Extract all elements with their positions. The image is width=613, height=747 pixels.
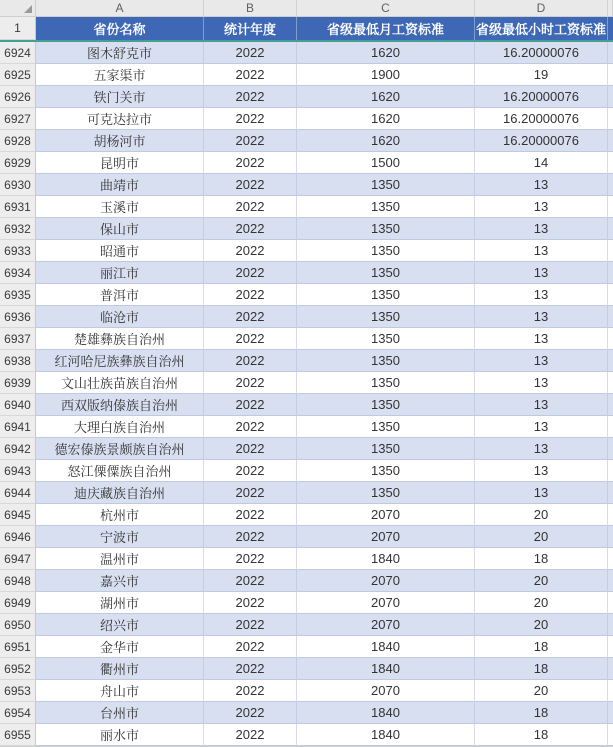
cell-hourly[interactable]: 14 xyxy=(475,152,608,174)
cell-e-sliver[interactable] xyxy=(608,460,613,482)
table-row xyxy=(0,636,613,658)
cell-province[interactable]: 温州市 xyxy=(36,548,204,570)
row-number[interactable]: 6936 xyxy=(0,306,36,328)
table-row xyxy=(0,218,613,240)
cell-year[interactable]: 2022 xyxy=(204,262,297,284)
row-number[interactable]: 6943 xyxy=(0,460,36,482)
cell-hourly[interactable]: 16.20000076 xyxy=(475,86,608,108)
cell-monthly[interactable]: 1350 xyxy=(297,306,475,328)
table-row xyxy=(0,724,613,746)
table-row xyxy=(0,394,613,416)
cell-e-sliver[interactable] xyxy=(608,218,613,240)
table-row xyxy=(0,108,613,130)
cell-year[interactable]: 2022 xyxy=(204,548,297,570)
cell-hourly[interactable]: 13 xyxy=(475,306,608,328)
table-header-row xyxy=(0,17,613,40)
cell-year[interactable]: 2022 xyxy=(204,724,297,746)
cell-e-sliver[interactable] xyxy=(608,548,613,570)
cell-province[interactable]: 红河哈尼族彝族自治州 xyxy=(36,350,204,372)
header-cell-year[interactable]: 统计年度 xyxy=(204,17,297,40)
cell-monthly[interactable]: 1350 xyxy=(297,394,475,416)
cell-year[interactable]: 2022 xyxy=(204,570,297,592)
row-number[interactable]: 6940 xyxy=(0,394,36,416)
column-header-d[interactable]: D xyxy=(475,0,608,16)
cell-e-sliver[interactable] xyxy=(608,482,613,504)
row-number[interactable]: 6934 xyxy=(0,262,36,284)
cell-year[interactable]: 2022 xyxy=(204,680,297,702)
cell-year[interactable]: 2022 xyxy=(204,196,297,218)
cell-province[interactable]: 文山壮族苗族自治州 xyxy=(36,372,204,394)
cell-year[interactable]: 2022 xyxy=(204,592,297,614)
cell-monthly[interactable]: 1350 xyxy=(297,218,475,240)
cell-province[interactable]: 临沧市 xyxy=(36,306,204,328)
row-number[interactable]: 6932 xyxy=(0,218,36,240)
cell-province[interactable]: 可克达拉市 xyxy=(36,108,204,130)
header-cell-province[interactable]: 省份名称 xyxy=(36,17,204,40)
header-cell-e-sliver[interactable] xyxy=(608,17,613,40)
cell-year[interactable]: 2022 xyxy=(204,284,297,306)
row-number[interactable]: 6952 xyxy=(0,658,36,680)
cell-monthly[interactable]: 1350 xyxy=(297,262,475,284)
cell-province[interactable]: 图木舒克市 xyxy=(36,42,204,64)
cell-monthly[interactable]: 1350 xyxy=(297,284,475,306)
cell-hourly[interactable]: 13 xyxy=(475,328,608,350)
cell-hourly[interactable]: 13 xyxy=(475,394,608,416)
cell-e-sliver[interactable] xyxy=(608,438,613,460)
cell-year[interactable]: 2022 xyxy=(204,394,297,416)
cell-hourly[interactable]: 20 xyxy=(475,526,608,548)
cell-year[interactable]: 2022 xyxy=(204,460,297,482)
cell-province[interactable]: 迪庆藏族自治州 xyxy=(36,482,204,504)
cell-province[interactable]: 嘉兴市 xyxy=(36,570,204,592)
cell-monthly[interactable]: 1350 xyxy=(297,460,475,482)
cell-e-sliver[interactable] xyxy=(608,592,613,614)
cell-e-sliver[interactable] xyxy=(608,614,613,636)
cell-year[interactable]: 2022 xyxy=(204,702,297,724)
cell-hourly[interactable]: 20 xyxy=(475,592,608,614)
cell-hourly[interactable]: 13 xyxy=(475,174,608,196)
cell-year[interactable]: 2022 xyxy=(204,174,297,196)
header-cell-monthly-wage[interactable]: 省级最低月工资标准 xyxy=(297,17,475,40)
cell-e-sliver[interactable] xyxy=(608,152,613,174)
cell-year[interactable]: 2022 xyxy=(204,152,297,174)
cell-year[interactable]: 2022 xyxy=(204,328,297,350)
cell-monthly[interactable]: 1840 xyxy=(297,702,475,724)
row-number[interactable]: 6948 xyxy=(0,570,36,592)
row-number[interactable]: 6937 xyxy=(0,328,36,350)
cell-province[interactable]: 金华市 xyxy=(36,636,204,658)
cell-year[interactable]: 2022 xyxy=(204,42,297,64)
cell-year[interactable]: 2022 xyxy=(204,636,297,658)
cell-hourly[interactable]: 20 xyxy=(475,680,608,702)
cell-hourly[interactable]: 16.20000076 xyxy=(475,42,608,64)
row-number[interactable]: 6946 xyxy=(0,526,36,548)
cell-e-sliver[interactable] xyxy=(608,108,613,130)
cell-e-sliver[interactable] xyxy=(608,702,613,724)
select-all-triangle-icon xyxy=(24,5,32,13)
table-row xyxy=(0,130,613,152)
row-number[interactable]: 6938 xyxy=(0,350,36,372)
cell-province[interactable]: 胡杨河市 xyxy=(36,130,204,152)
table-row xyxy=(0,64,613,86)
column-header-c[interactable]: C xyxy=(297,0,475,16)
cell-province[interactable]: 西双版纳傣族自治州 xyxy=(36,394,204,416)
row-number[interactable]: 6955 xyxy=(0,724,36,746)
table-row xyxy=(0,196,613,218)
table-row xyxy=(0,526,613,548)
cell-year[interactable]: 2022 xyxy=(204,416,297,438)
cell-e-sliver[interactable] xyxy=(608,306,613,328)
row-number[interactable]: 6944 xyxy=(0,482,36,504)
table-row xyxy=(0,174,613,196)
cell-province[interactable]: 丽水市 xyxy=(36,724,204,746)
cell-hourly[interactable]: 13 xyxy=(475,438,608,460)
cell-e-sliver[interactable] xyxy=(608,284,613,306)
row-number[interactable]: 6930 xyxy=(0,174,36,196)
row-number[interactable]: 6931 xyxy=(0,196,36,218)
cell-monthly[interactable]: 2070 xyxy=(297,680,475,702)
cell-monthly[interactable]: 1350 xyxy=(297,416,475,438)
cell-province[interactable]: 湖州市 xyxy=(36,592,204,614)
cell-province[interactable]: 保山市 xyxy=(36,218,204,240)
table-row xyxy=(0,416,613,438)
cell-year[interactable]: 2022 xyxy=(204,64,297,86)
cell-province[interactable]: 德宏傣族景颇族自治州 xyxy=(36,438,204,460)
column-header-a[interactable]: A xyxy=(36,0,204,16)
row-number[interactable]: 6933 xyxy=(0,240,36,262)
cell-year[interactable]: 2022 xyxy=(204,526,297,548)
cell-hourly[interactable]: 18 xyxy=(475,702,608,724)
cell-hourly[interactable]: 18 xyxy=(475,658,608,680)
row-number[interactable]: 6926 xyxy=(0,86,36,108)
cell-e-sliver[interactable] xyxy=(608,372,613,394)
column-header-b[interactable]: B xyxy=(204,0,297,16)
cell-hourly[interactable]: 13 xyxy=(475,350,608,372)
cell-year[interactable]: 2022 xyxy=(204,108,297,130)
cell-e-sliver[interactable] xyxy=(608,174,613,196)
cell-year[interactable]: 2022 xyxy=(204,482,297,504)
cell-hourly[interactable]: 13 xyxy=(475,284,608,306)
cell-e-sliver[interactable] xyxy=(608,42,613,64)
cell-monthly[interactable]: 2070 xyxy=(297,526,475,548)
table-row xyxy=(0,504,613,526)
row-number[interactable]: 6939 xyxy=(0,372,36,394)
cell-monthly[interactable]: 1350 xyxy=(297,482,475,504)
cell-e-sliver[interactable] xyxy=(608,240,613,262)
cell-province[interactable]: 绍兴市 xyxy=(36,614,204,636)
cell-monthly[interactable]: 2070 xyxy=(297,592,475,614)
cell-e-sliver[interactable] xyxy=(608,724,613,746)
cell-e-sliver[interactable] xyxy=(608,570,613,592)
row-number[interactable]: 6929 xyxy=(0,152,36,174)
row-number[interactable]: 6927 xyxy=(0,108,36,130)
row-number[interactable]: 6941 xyxy=(0,416,36,438)
cell-province[interactable]: 玉溪市 xyxy=(36,196,204,218)
cell-monthly[interactable]: 1350 xyxy=(297,174,475,196)
cell-hourly[interactable]: 20 xyxy=(475,570,608,592)
table-row xyxy=(0,262,613,284)
cell-year[interactable]: 2022 xyxy=(204,130,297,152)
column-header-e-sliver[interactable] xyxy=(608,0,613,16)
table-row xyxy=(0,460,613,482)
table-row xyxy=(0,152,613,174)
row-number[interactable]: 6935 xyxy=(0,284,36,306)
cell-e-sliver[interactable] xyxy=(608,658,613,680)
cell-province[interactable]: 丽江市 xyxy=(36,262,204,284)
cell-e-sliver[interactable] xyxy=(608,636,613,658)
table-row xyxy=(0,548,613,570)
cell-hourly[interactable]: 18 xyxy=(475,724,608,746)
cell-monthly[interactable]: 1840 xyxy=(297,724,475,746)
cell-monthly[interactable]: 1350 xyxy=(297,328,475,350)
row-number[interactable]: 6925 xyxy=(0,64,36,86)
row-number[interactable]: 6945 xyxy=(0,504,36,526)
row-number[interactable]: 6949 xyxy=(0,592,36,614)
cell-e-sliver[interactable] xyxy=(608,64,613,86)
table-row xyxy=(0,482,613,504)
cell-province[interactable]: 昭通市 xyxy=(36,240,204,262)
cell-province[interactable]: 怒江傈僳族自治州 xyxy=(36,460,204,482)
row-number[interactable]: 6924 xyxy=(0,42,36,64)
row-header-1[interactable]: 1 xyxy=(0,17,36,40)
cell-province[interactable]: 铁门关市 xyxy=(36,86,204,108)
cell-e-sliver[interactable] xyxy=(608,86,613,108)
cell-hourly[interactable]: 18 xyxy=(475,636,608,658)
cell-monthly[interactable]: 1900 xyxy=(297,64,475,86)
cell-e-sliver[interactable] xyxy=(608,328,613,350)
table-row xyxy=(0,240,613,262)
cell-monthly[interactable]: 1350 xyxy=(297,196,475,218)
cell-province[interactable]: 昆明市 xyxy=(36,152,204,174)
cell-hourly[interactable]: 16.20000076 xyxy=(475,130,608,152)
cell-hourly[interactable]: 16.20000076 xyxy=(475,108,608,130)
cell-e-sliver[interactable] xyxy=(608,504,613,526)
header-cell-hourly-wage[interactable]: 省级最低小时工资标准 xyxy=(475,17,608,40)
cell-hourly[interactable]: 19 xyxy=(475,64,608,86)
cell-hourly[interactable]: 13 xyxy=(475,262,608,284)
cell-province[interactable]: 普洱市 xyxy=(36,284,204,306)
cell-province[interactable]: 舟山市 xyxy=(36,680,204,702)
table-row xyxy=(0,284,613,306)
cell-e-sliver[interactable] xyxy=(608,680,613,702)
cell-monthly[interactable]: 1620 xyxy=(297,108,475,130)
cell-province[interactable]: 大理白族自治州 xyxy=(36,416,204,438)
data-grid xyxy=(0,42,613,746)
cell-hourly[interactable]: 13 xyxy=(475,482,608,504)
cell-e-sliver[interactable] xyxy=(608,526,613,548)
cell-monthly[interactable]: 1620 xyxy=(297,42,475,64)
cell-monthly[interactable]: 1620 xyxy=(297,86,475,108)
cell-monthly[interactable]: 1350 xyxy=(297,438,475,460)
table-row xyxy=(0,372,613,394)
cell-monthly[interactable]: 1620 xyxy=(297,130,475,152)
cell-year[interactable]: 2022 xyxy=(204,350,297,372)
cell-monthly[interactable]: 1350 xyxy=(297,372,475,394)
cell-province[interactable]: 五家渠市 xyxy=(36,64,204,86)
table-row xyxy=(0,592,613,614)
cell-e-sliver[interactable] xyxy=(608,262,613,284)
column-header-bar xyxy=(0,0,613,17)
cell-province[interactable]: 曲靖市 xyxy=(36,174,204,196)
row-number[interactable]: 6950 xyxy=(0,614,36,636)
row-number[interactable]: 6953 xyxy=(0,680,36,702)
cell-province[interactable]: 衢州市 xyxy=(36,658,204,680)
cell-hourly[interactable]: 18 xyxy=(475,548,608,570)
cell-e-sliver[interactable] xyxy=(608,416,613,438)
table-row xyxy=(0,350,613,372)
table-row xyxy=(0,680,613,702)
cell-hourly[interactable]: 13 xyxy=(475,372,608,394)
cell-year[interactable]: 2022 xyxy=(204,306,297,328)
cell-hourly[interactable]: 13 xyxy=(475,196,608,218)
table-row xyxy=(0,702,613,724)
table-row xyxy=(0,328,613,350)
cell-monthly[interactable]: 1840 xyxy=(297,548,475,570)
cell-year[interactable]: 2022 xyxy=(204,504,297,526)
cell-year[interactable]: 2022 xyxy=(204,614,297,636)
cell-province[interactable]: 宁波市 xyxy=(36,526,204,548)
cell-year[interactable]: 2022 xyxy=(204,658,297,680)
cell-year[interactable]: 2022 xyxy=(204,438,297,460)
table-row xyxy=(0,86,613,108)
cell-province[interactable]: 杭州市 xyxy=(36,504,204,526)
cell-year[interactable]: 2022 xyxy=(204,240,297,262)
row-number[interactable]: 6942 xyxy=(0,438,36,460)
cell-year[interactable]: 2022 xyxy=(204,372,297,394)
cell-monthly[interactable]: 1500 xyxy=(297,152,475,174)
cell-province[interactable]: 台州市 xyxy=(36,702,204,724)
cell-monthly[interactable]: 1350 xyxy=(297,240,475,262)
table-row xyxy=(0,658,613,680)
cell-hourly[interactable]: 13 xyxy=(475,240,608,262)
cell-hourly[interactable]: 13 xyxy=(475,460,608,482)
table-row xyxy=(0,42,613,64)
cell-hourly[interactable]: 20 xyxy=(475,614,608,636)
cell-monthly[interactable]: 2070 xyxy=(297,504,475,526)
table-row xyxy=(0,570,613,592)
cell-hourly[interactable]: 13 xyxy=(475,416,608,438)
row-number[interactable]: 6951 xyxy=(0,636,36,658)
row-number[interactable]: 6947 xyxy=(0,548,36,570)
cell-e-sliver[interactable] xyxy=(608,130,613,152)
cell-e-sliver[interactable] xyxy=(608,350,613,372)
cell-monthly[interactable]: 2070 xyxy=(297,614,475,636)
row-number[interactable]: 6954 xyxy=(0,702,36,724)
select-all-button[interactable] xyxy=(0,0,36,16)
cell-province[interactable]: 楚雄彝族自治州 xyxy=(36,328,204,350)
cell-e-sliver[interactable] xyxy=(608,394,613,416)
cell-year[interactable]: 2022 xyxy=(204,218,297,240)
table-row xyxy=(0,306,613,328)
row-number[interactable]: 6928 xyxy=(0,130,36,152)
cell-hourly[interactable]: 13 xyxy=(475,218,608,240)
cell-monthly[interactable]: 1840 xyxy=(297,658,475,680)
cell-monthly[interactable]: 2070 xyxy=(297,570,475,592)
cell-monthly[interactable]: 1350 xyxy=(297,350,475,372)
cell-year[interactable]: 2022 xyxy=(204,86,297,108)
table-row xyxy=(0,614,613,636)
table-row xyxy=(0,438,613,460)
cell-e-sliver[interactable] xyxy=(608,196,613,218)
cell-hourly[interactable]: 20 xyxy=(475,504,608,526)
cell-monthly[interactable]: 1840 xyxy=(297,636,475,658)
